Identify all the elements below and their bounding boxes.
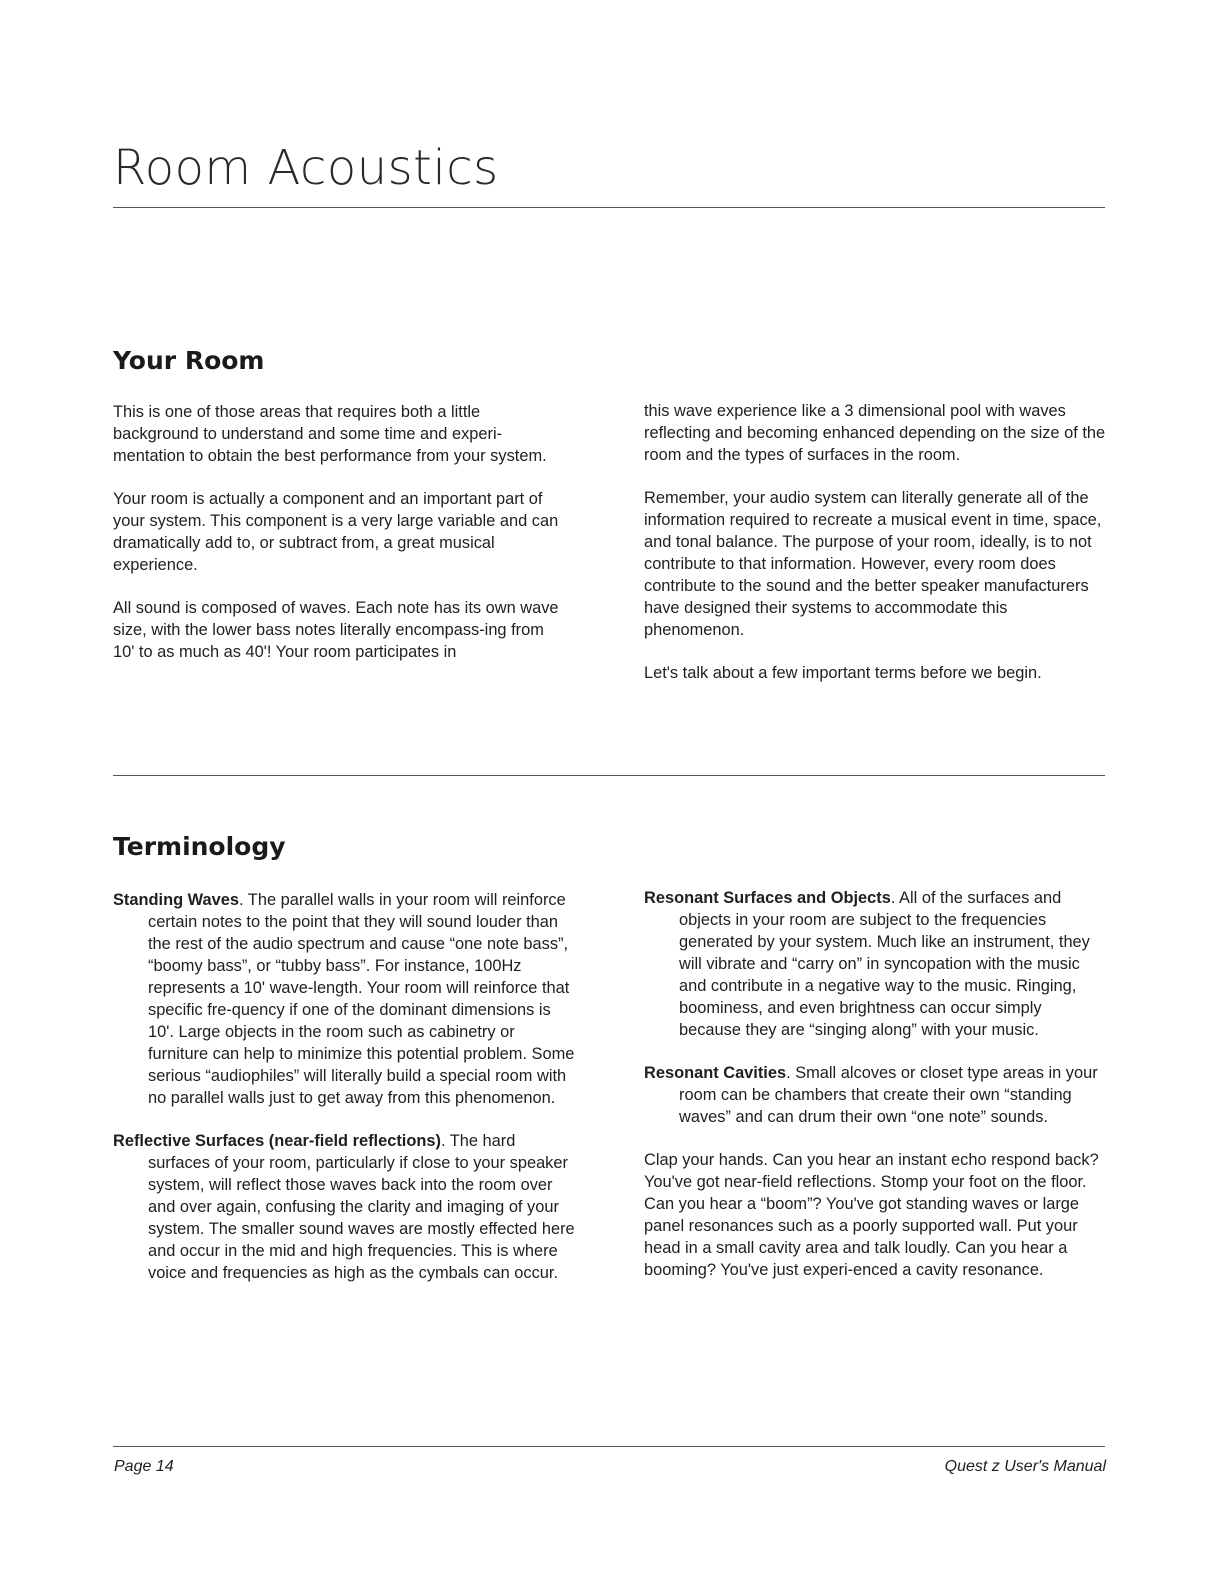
- term-description: . The parallel walls in your room will reinforce certain notes to the point that they will sound louder than the rest of the audio spectrum and cause “one note bass”, “boomy bass”, or “tubby bass”. For instance, 100Hz represents a 10' wave-length. Your room will reinforce that specific fre-quency if one of the dominant dimensions is 10'. Large objects in the room such as cabinetry or furniture can help to minimize this potential problem. Some serious “audiophiles” will literally build a special room with no parallel walls just to get away from this phenomenon.: [148, 891, 575, 1107]
- section-heading-terminology: Terminology: [113, 832, 286, 861]
- term-name: Resonant Cavities: [644, 1064, 787, 1082]
- paragraph: This is one of those areas that requires both a little background to understand and some time and experi-mentation to obtain the best performance from your system.: [113, 403, 547, 465]
- footer-divider: [113, 1446, 1105, 1447]
- title-divider: [113, 207, 1105, 208]
- term-description: . Small alcoves or closet type areas in your room can be chambers that create their own “standing waves” and can drum their own “one note” sounds.: [679, 1064, 1098, 1126]
- page-title: Room Acoustics: [113, 140, 499, 196]
- term-reflective-surfaces: [113, 1130, 578, 1284]
- section-divider: [113, 775, 1105, 776]
- term-name: Standing Waves: [113, 891, 239, 909]
- section-heading-your-room: Your Room: [113, 346, 265, 375]
- term-resonant-cavities: [644, 1062, 1106, 1128]
- closing-paragraph: Clap your hands. Can you hear an instant echo respond back? You've got near-field reflections. Stomp your foot on the floor. Can you hear a “boom”? You've got standing waves or large panel resonances such as a poorly supported wall. Put your head in a small cavity area and talk loudly. Can you hear a booming? You've just experi-enced a cavity resonance.: [644, 1151, 1099, 1279]
- term-description: . The hard surfaces of your room, particularly if close to your speaker system, will reflect those waves back into the room over and over again, confusing the clarity and imaging of your system. The smaller sound waves are mostly effected here and occur in the mid and high frequencies. This is where voice and frequencies as high as the cymbals can occur.: [148, 1132, 575, 1282]
- terminology-right-column: [644, 887, 1106, 1302]
- paragraph: Remember, your audio system can literally generate all of the information required to recreate a musical event in time, space, and tonal balance. The purpose of your room, ideally, is to not contribute to that information. However, every room does contribute to the sound and the better speaker manufacturers have designed their systems to accommodate this phenomenon.: [644, 489, 1102, 639]
- your-room-left-column: [113, 401, 568, 684]
- manual-title: Quest z User's Manual: [944, 1458, 1106, 1475]
- term-resonant-surfaces: [644, 887, 1106, 1041]
- term-description: . All of the surfaces and objects in your room are subject to the frequencies generated by your system. Much like an instrument, they will vibrate and “carry on” in syncopation with the music and contribute in a negative way to the music. Ringing, boominess, and even brightness can occur simply because they are “singing along” with your music.: [679, 889, 1090, 1039]
- paragraph: Let's talk about a few important terms before we begin.: [644, 664, 1042, 682]
- paragraph: this wave experience like a 3 dimensional pool with waves reflecting and becoming enhanced depending on the size of the room and the types of surfaces in the room.: [644, 402, 1106, 464]
- term-standing-waves: [113, 889, 578, 1109]
- terminology-left-column: [113, 889, 578, 1305]
- paragraph: All sound is composed of waves. Each note has its own wave size, with the lower bass notes literally encompass-ing from 10' to as much as 40'! Your room participates in: [113, 599, 559, 661]
- paragraph: Your room is actually a component and an important part of your system. This component is a very large variable and can dramatically add to, or subtract from, a great musical experience.: [113, 490, 559, 574]
- your-room-right-column: [644, 400, 1106, 705]
- term-name: Resonant Surfaces and Objects: [644, 889, 891, 907]
- term-name: Reflective Surfaces (near-field reflections): [113, 1132, 441, 1150]
- page-number: Page 14: [114, 1458, 174, 1475]
